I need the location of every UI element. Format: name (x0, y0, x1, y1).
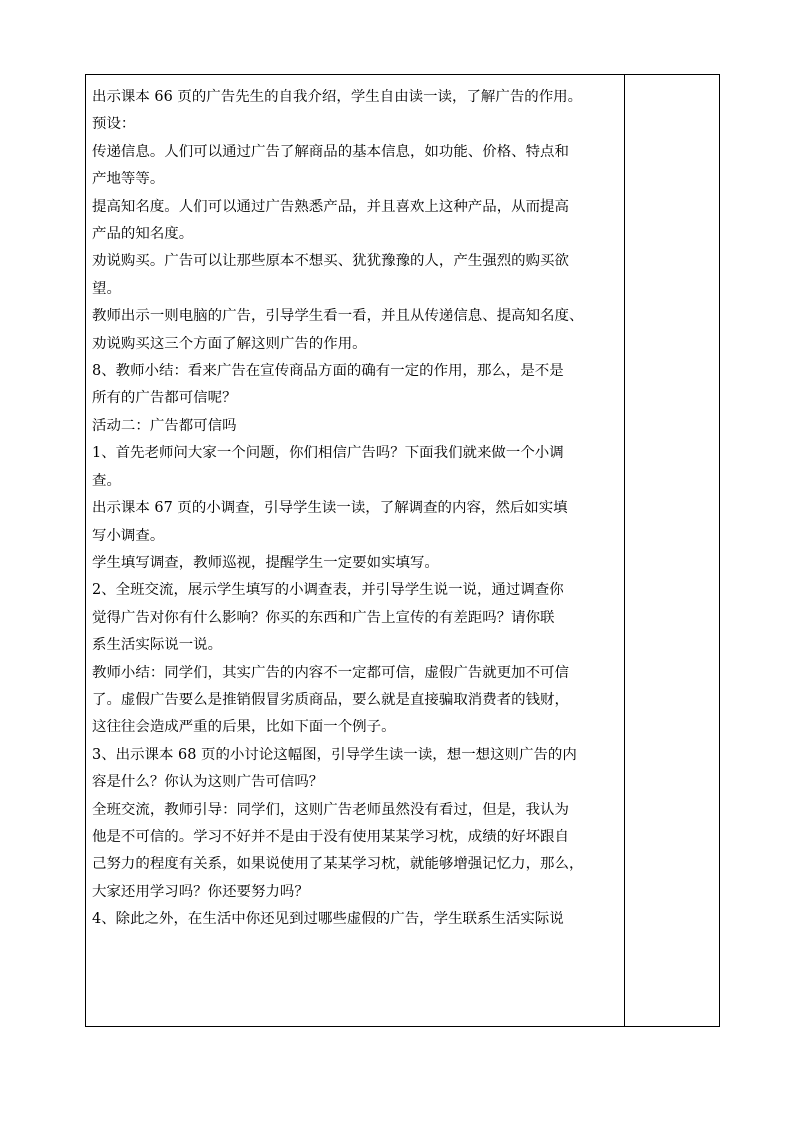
text-line: 劝说购买。广告可以让那些原本不想买、犹犹豫豫的人，产生强烈的购买欲 (92, 253, 569, 270)
text-line: 产品的知名度。 (92, 226, 194, 243)
text-line: 所有的广告都可信呢？ (92, 390, 237, 407)
text-line: 这往往会造成严重的后果，比如下面一个例子。 (92, 719, 396, 736)
text-line: 出示课本 66 页的广告先生的自我介绍，学生自由读一读，了解广告的作用。 (92, 89, 583, 105)
text-line: 劝说购买这三个方面了解这则广告的作用。 (92, 335, 367, 352)
text-line: 活动二：广告都可信吗 (92, 417, 237, 434)
text-line: 3、出示课本 68 页的小讨论这幅图，引导学生读一读，想一想这则广告的内 (92, 746, 577, 763)
text-line: 教师小结：同学们，其实广告的内容不一定都可信，虚假广告就更加不可信 (92, 664, 569, 681)
text-line: 查。 (92, 472, 121, 489)
lesson-plan-table (85, 74, 720, 1027)
text-line: 4、除此之外，在生活中你还见到过哪些虚假的广告，学生联系生活实际说 (92, 911, 564, 928)
text-line: 8、教师小结：看来广告在宣传商品方面的确有一定的作用，那么，是不是 (92, 363, 564, 380)
text-line: 大家还用学习吗？你还要努力吗？ (92, 883, 309, 900)
text-line: 2、全班交流，展示学生填写的小调查表，并引导学生说一说，通过调查你 (92, 582, 564, 599)
text-line: 望。 (92, 280, 121, 297)
text-line: 学生填写调查，教师巡视，提醒学生一定要如实填写。 (92, 554, 439, 571)
notes-cell (625, 75, 719, 1026)
text-line: 他是不可信的。学习不好并不是由于没有使用某某学习枕，成绩的好坏跟自 (92, 828, 569, 845)
text-line: 写小调查。 (92, 527, 165, 544)
text-line: 了。虚假广告要么是推销假冒劣质商品，要么就是直接骗取消费者的钱财， (92, 691, 569, 708)
text-line: 教师出示一则电脑的广告，引导学生看一看，并且从传递信息、提高知名度、 (92, 308, 584, 325)
text-line: 传递信息。人们可以通过广告了解商品的基本信息，如功能、价格、特点和 (92, 143, 569, 160)
lesson-content-cell (86, 75, 625, 1026)
text-line: 产地等等。 (92, 171, 165, 188)
text-line: 觉得广告对你有什么影响？你买的东西和广告上宣传的有差距吗？请你联 (92, 609, 555, 626)
text-line: 出示课本 67 页的小调查，引导学生读一读，了解调查的内容，然后如实填 (92, 500, 568, 517)
text-line: 全班交流，教师引导：同学们，这则广告老师虽然没有看过，但是，我认为 (92, 801, 569, 818)
text-line: 1、首先老师问大家一个问题，你们相信广告吗？下面我们就来做一个小调 (92, 445, 564, 462)
text-line: 提高知名度。人们可以通过广告熟悉产品，并且喜欢上这种产品，从而提高 (92, 198, 569, 215)
text-line: 系生活实际说一说。 (92, 637, 223, 654)
text-line: 预设： (92, 116, 136, 133)
text-line: 容是什么？你认为这则广告可信吗？ (92, 774, 324, 791)
text-line: 己努力的程度有关系，如果说使用了某某学习枕，就能够增强记忆力，那么， (92, 856, 584, 873)
